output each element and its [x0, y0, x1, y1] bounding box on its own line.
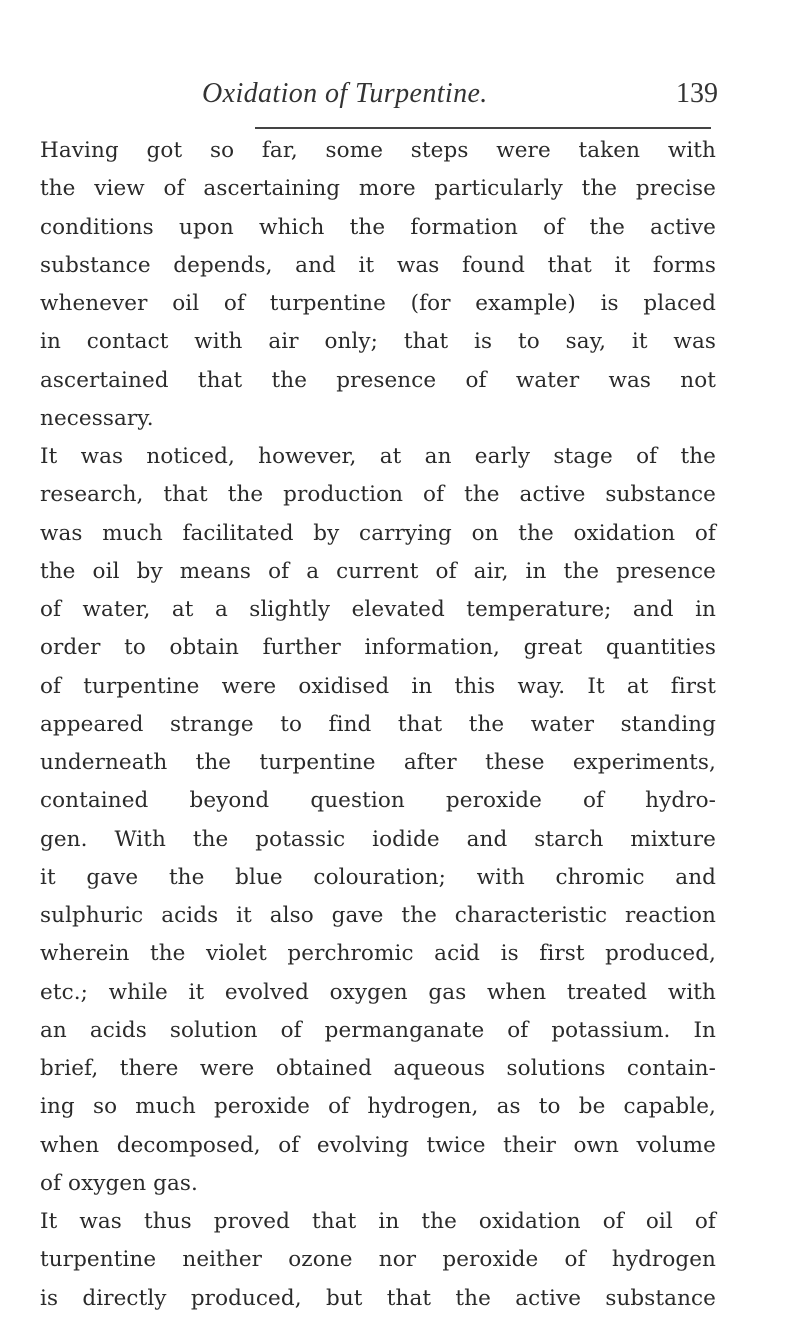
text-line: turpentine neither ozone nor peroxide of hydrogen	[40, 1247, 716, 1273]
text-line: gen. With the potassic iodide and starch mixture	[40, 826, 716, 852]
text-line: is directly produced, but that the active substance	[40, 1285, 716, 1311]
text-line: it gave the blue colouration; with chromic and	[40, 864, 716, 890]
text-line: when decomposed, of evolving twice their own volume	[40, 1132, 716, 1158]
text-line: contained beyond question peroxide of hydro-	[40, 788, 716, 814]
text-line: of water, at a slightly elevated temperature; and in	[40, 597, 716, 622]
text-line: ing so much peroxide of hydrogen, as to be capable,	[40, 1094, 716, 1120]
text-line: whenever oil of turpentine (for example) is placed	[40, 291, 716, 316]
running-head	[60, 78, 720, 118]
text-line: brief, there were obtained aqueous solutions contain-	[40, 1056, 716, 1081]
text-line: underneath the turpentine after these experiments,	[40, 750, 716, 775]
header-rule	[255, 127, 711, 129]
text-line: of turpentine were oxidised in this way. It at first	[40, 673, 716, 699]
text-line: ascertained that the presence of water was not	[40, 367, 716, 393]
running-title: Oxidation of Turpentine.	[202, 78, 488, 109]
text-line: the oil by means of a current of air, in the presence	[40, 558, 716, 584]
body-text	[40, 132, 716, 1318]
text-line: conditions upon which the formation of the active	[40, 214, 716, 240]
text-line: the view of ascertaining more particularly the precise	[40, 176, 716, 202]
text-line: was much facilitated by carrying on the oxidation of	[40, 520, 716, 546]
text-line: sulphuric acids it also gave the characteristic reaction	[40, 903, 716, 928]
text-line: necessary.	[40, 405, 154, 431]
text-line: appeared strange to find that the water standing	[40, 711, 716, 737]
text-line: research, that the production of the active substance	[40, 482, 716, 508]
text-line: of oxygen gas.	[40, 1170, 198, 1196]
page-number: 139	[676, 78, 718, 109]
text-line: It was noticed, however, at an early stage of the	[40, 444, 716, 469]
text-line: It was thus proved that in the oxidation of oil of	[40, 1209, 716, 1234]
text-line: in contact with air only; that is to say, it was	[40, 329, 716, 355]
text-line: order to obtain further information, great quantities	[40, 635, 716, 661]
text-line: etc.; while it evolved oxygen gas when treated with	[40, 979, 716, 1005]
text-line: an acids solution of permanganate of potassium. In	[40, 1017, 716, 1043]
text-line: Having got so far, some steps were taken with	[40, 138, 716, 163]
text-line: substance depends, and it was found that it forms	[40, 252, 716, 278]
text-line: wherein the violet perchromic acid is first produced,	[40, 941, 716, 967]
